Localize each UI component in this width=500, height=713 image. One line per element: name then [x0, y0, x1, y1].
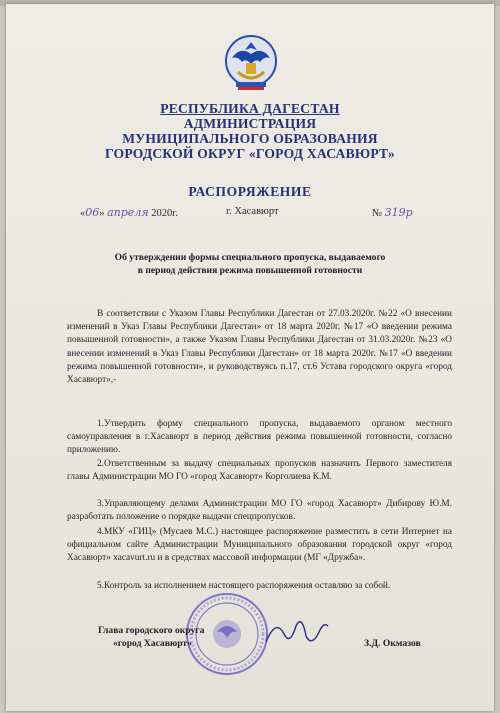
item-4: 4.МКУ «ГИЦ» (Мусаев М.С.) настоящее распоряжение разместить в сети Интернет на официальном сайте Администрации Муниципального образования городской округ «город Хасавюрт» xacavurt.ru и в средствах массовой информации (МГ «Дружба».	[67, 527, 452, 564]
date-quote-open: «	[80, 208, 86, 219]
header-line-republic: РЕСПУБЛИКА ДАГЕСТАН	[160, 101, 340, 116]
handwritten-signature	[262, 612, 332, 652]
item-1: 1.Утвердить форму специального пропуска, выдаваемого органом местного самоуправления в г.Хасавюрт в период действия режима повышенной готовности, согласно приложению.	[67, 419, 452, 456]
header-block	[0, 101, 500, 161]
header-line-city: ГОРОДСКОЙ ОКРУГ «ГОРОД ХАСАВЮРТ»	[105, 146, 395, 161]
signatory-title-line1: Глава городского округа	[98, 625, 205, 636]
place-field: г. Хасавюрт	[226, 206, 279, 217]
signatory-name: З.Д. Окмазов	[364, 638, 421, 649]
header-line-administration: АДМИНИСТРАЦИЯ	[183, 116, 317, 131]
item-2: 2.Ответственным за выдачу специальных пропусков назначить Первого заместителя главы Администрации МО ГО «город Хасавюрт» Корголиева К.М.	[67, 459, 452, 483]
document-type-title: РАСПОРЯЖЕНИЕ	[188, 184, 312, 199]
subject-line-1: Об утверждении формы специального пропуска, выдаваемого	[114, 252, 386, 263]
preamble-paragraph: В соответствии с Указом Главы Республики Дагестан от 27.03.2020г. №22 «О внесении изменений в Указ Главы Республики Дагестан» от 18 марта 2020г. №17 «О введении режима повышенной готовности», а также Указом Главы Республики Дагестан от 31.03.2020г. №23 «О внесении изменений в Указ Главы Республики Дагестан» от 18 марта 2020г. №17 «О введении режима повышенной готовности», и руководствуясь п.17, ст.6 Устава городского округа «город Хасавюрт»,-	[67, 309, 452, 386]
header-line-municipality: МУНИЦИПАЛЬНОГО ОБРАЗОВАНИЯ	[122, 131, 378, 146]
item-5: 5.Контроль за исполнением настоящего распоряжения оставляю за собой.	[97, 581, 391, 591]
signatory-title-line2: «город Хасавюрт»	[113, 638, 192, 649]
date-field	[80, 206, 178, 219]
number-prefix: №	[372, 208, 385, 219]
dagestan-emblem-icon	[224, 34, 278, 94]
number-handwritten: 319р	[384, 206, 413, 219]
item-3: 3.Управляющему делами Администрации МО ГО «город Хасавюрт» Дибирову Ю.М. разработать положение о порядке выдачи спецпропусков.	[67, 499, 452, 523]
date-month-handwritten: апреля	[107, 206, 149, 219]
number-field	[372, 206, 413, 219]
date-quote-close: »	[99, 208, 108, 219]
date-year: 2020г.	[148, 208, 178, 219]
date-day-handwritten: 06	[85, 206, 100, 219]
subject-line-2: в период действия режима повышенной готовности	[137, 265, 363, 276]
document-subject	[0, 251, 500, 277]
